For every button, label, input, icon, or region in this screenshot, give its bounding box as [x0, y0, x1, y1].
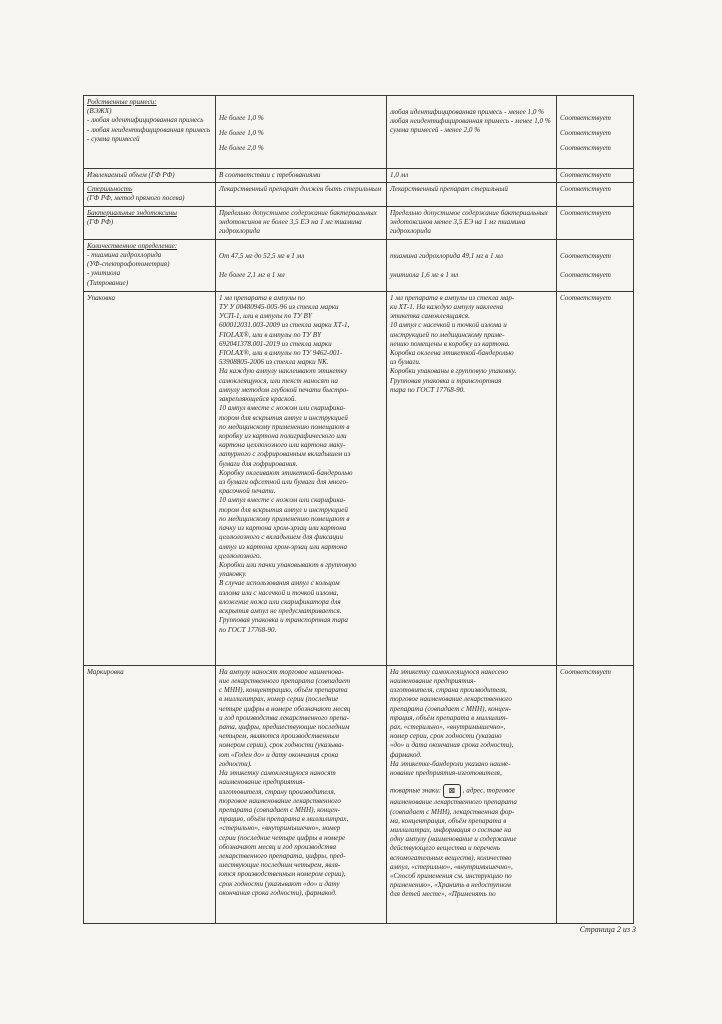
text-line: ампулу методом глубокой печати быстро- — [219, 385, 349, 394]
text-line: трацию, объём препарата в миллилитрах, — [219, 815, 349, 824]
text-line: ампул из картона хром-эрзац или картона — [219, 542, 348, 551]
text-line: препарата (совпадает с МНН), концен- — [219, 805, 340, 814]
text-line: упаковку. — [219, 570, 247, 579]
text-line: латурного с гофрированным вкладышем из — [219, 450, 351, 459]
text-line: Коробки или пачки упаковывают в групповую — [219, 561, 357, 569]
text-line: из бумаги. — [390, 358, 421, 367]
table-row-packaging — [84, 291, 634, 665]
marking-trademark-line — [390, 784, 553, 798]
marking-result-part-a — [390, 668, 553, 779]
text-line: На этикетке-бандероли указано наиме- — [390, 759, 511, 768]
text-line: фармакод. — [390, 750, 422, 759]
text-line: ки ХТ-1. На каждую ампулу наклеена — [390, 302, 504, 311]
text-line: тором для вскрытия ампул и инструкцией — [219, 505, 348, 514]
text-line: ма, концентрация, объём препарата в — [390, 816, 507, 825]
packaging-conclusion: Соответствует — [557, 291, 634, 665]
text-line: инструкцией по медицинскому приме- — [390, 330, 505, 339]
volume-result: 1,0 мл — [387, 169, 557, 183]
text-line: миллилитрах, информация о составе на — [390, 825, 512, 834]
sterility-method: (ГФ РФ, метод прямого посева) — [87, 194, 185, 203]
text-line: 10 ампул вместе с ножом или скарифика- — [219, 404, 346, 413]
sterility-conclusion: Соответствует — [557, 183, 634, 206]
marking-norm — [216, 665, 387, 923]
text-line: 10 ампул вместе с ножом или скарифика- — [219, 496, 346, 505]
text-line: УСП-1, или в ампулы по ТУ BY — [219, 312, 312, 321]
marking-result-part-c — [390, 798, 553, 899]
text-line: действующего вещества и перечень — [390, 844, 500, 853]
text-line: наименование предприятия- — [219, 778, 305, 787]
text-line: целлюлозного. — [219, 551, 262, 560]
cell-impurities-norm — [216, 96, 387, 169]
text-line: четырем, являются производственным — [219, 732, 339, 741]
volume-norm: В соответствии с требованиями — [216, 169, 387, 183]
text-line: В случае использования ампул с кольцом — [219, 579, 340, 588]
text-line: четыре цифры в номере обозначают месяц — [219, 704, 351, 713]
table-row-assay — [84, 239, 634, 291]
text-line: по ГОСТ 17768-90. — [219, 625, 277, 634]
text-line: На этикетку самоклеящуюся наносят — [219, 769, 336, 778]
text-line: срок годности (указывают «до» и дату — [219, 879, 340, 888]
marking-label: Маркировка — [84, 665, 216, 923]
impurity-result: любая идентифицированная примесь - менее 1,0 % — [390, 108, 545, 116]
cell-assay-conclusion — [557, 239, 634, 291]
assay-item-name: - тиамина гидрохлорида — [87, 250, 162, 259]
text-line: наименование предприятия- — [390, 676, 476, 685]
sterility-norm: Лекарственный препарат должен быть стерильным — [216, 183, 387, 206]
text-line: нению помещены в коробку из картона. — [390, 339, 510, 348]
impurity-name: - любая идентифицированная примесь — [87, 116, 204, 125]
text-line: наименование лекарственного препарата — [390, 798, 517, 807]
text-line: рата, цифры, предшествующие последним — [219, 722, 350, 731]
endotoxins-method: (ГФ РФ) — [87, 217, 114, 226]
text-line: вложение ножа или скарификатора для — [219, 597, 341, 606]
text-line: На этикетку самоклеящуюся нанесено — [390, 667, 508, 676]
assay-norm: Не более 2,1 мг в 1 мл — [219, 270, 285, 279]
text-line: ние лекарственного препарата (совпадает — [219, 676, 351, 685]
text-line: нование предприятия-изготовителя, — [390, 769, 502, 778]
cell-impurities-result — [387, 96, 557, 169]
endotoxins-norm: Предельно допустимое содержание бактериальных эндотоксинов не более 3,5 ЕЭ на 1 мг тиамина гидрохлорида — [216, 206, 387, 239]
endotoxins-result: Предельно допустимое содержание бактериальных эндотоксинов менее 3,5 ЕЭ на 1 мг тиамина гидрохлорида — [387, 206, 557, 239]
text-line: 10 ампул с насечкой и точкой излома и — [390, 321, 507, 330]
text-line: этикетка самоклеящаяся. — [390, 312, 470, 321]
impurity-name: - сумма примесей — [87, 134, 140, 143]
cell-endotoxins-label — [84, 206, 216, 239]
text-line: по медицинскому применению помещают в — [219, 422, 350, 431]
packaging-result — [387, 291, 557, 665]
text-line: обозначают месяц и год производства — [219, 842, 337, 851]
text-line: по медицинскому применению помещают в — [219, 514, 350, 523]
text-line: Групповая упаковка и транспортная — [390, 376, 502, 385]
cell-assay-label — [84, 239, 216, 291]
endotoxins-label: Бактериальные эндотоксины — [87, 208, 177, 217]
assay-title: Количественное определение: — [87, 241, 178, 250]
assay-conclusion: Соответствует — [560, 270, 611, 279]
text-line: (совпадает с МНН), лекарственная фор- — [390, 807, 515, 816]
text-line: ются производственным номером серии), — [219, 870, 346, 879]
text-line: На ампулу наносят торговое наименова- — [219, 667, 344, 676]
impurity-conclusion: Соответствует — [560, 144, 611, 153]
impurity-norm: Не более 1,0 % — [219, 114, 264, 122]
impurity-conclusion: Соответствует — [560, 129, 611, 138]
text-line: закрепляющейся краской. — [219, 395, 297, 404]
impurity-conclusion: Соответствует — [560, 114, 611, 122]
text-line: 1 мл препарата в ампулы из стекла мар- — [390, 293, 515, 302]
text-line: применению», «Хранить в недоступном — [390, 881, 511, 890]
page-number: Страница 2 из 3 — [579, 925, 636, 934]
text-line: из бумаги офсетной или бумаги для много- — [219, 478, 349, 487]
text-line: картона целлюлозного или картона маку- — [219, 441, 346, 450]
text-line: рах, «стерильно», «внутримышечно», — [390, 722, 506, 731]
text-line: с МНН), концентрацию, объём препарата — [219, 686, 348, 695]
impurities-method: (ВЭЖХ) — [87, 107, 112, 116]
text-line: одну ампулу (наименование и содержание — [390, 835, 517, 844]
text-line: для детей месте», «Применять по — [390, 890, 496, 899]
table-row-sterility — [84, 183, 634, 206]
impurity-norm: Не более 1,0 % — [219, 129, 264, 138]
text-line: ют «Годен до» и дату окончания срока — [219, 750, 339, 759]
text-line: коробку из картона полиграфического или — [219, 431, 347, 440]
text-line: препарата (совпадает с МНН), концен- — [390, 704, 511, 713]
assay-norm: От 47,5 мг до 52,5 мг в 1 мл — [219, 251, 305, 260]
text-line: Коробку оклеивают этикеткой-бандеролью — [219, 468, 353, 477]
text-line: вспомогательных веществ), количество — [390, 853, 512, 862]
text-line: ТУ У 00480945-005-96 из стекла марки — [219, 302, 339, 311]
text-line: торговое наименование лекарственного — [390, 695, 512, 704]
assay-conclusion: Соответствует — [560, 251, 611, 260]
impurity-norm: Не более 2,0 % — [219, 144, 264, 153]
marking-conclusion: Соответствует — [557, 665, 634, 923]
text-line: 53908805-2006 из стекла марки NK. — [219, 358, 329, 367]
text-line: тара по ГОСТ 17768-90. — [390, 385, 465, 394]
text-line: серии (последние четыре цифры в номере — [219, 833, 346, 842]
specification-table — [83, 95, 634, 924]
packaging-norm — [216, 291, 387, 665]
table-row-impurities — [84, 96, 634, 169]
text-line: бумаги для гофрирования. — [219, 459, 298, 468]
text-line: красочной печати. — [219, 487, 276, 496]
text-line: торговое наименование лекарственного — [219, 796, 341, 805]
text-line: окончания срока годности), фармакод. — [219, 888, 337, 897]
cell-assay-result — [387, 239, 557, 291]
text-line: Коробка оклеена этикеткой-бандеролью — [390, 348, 514, 357]
text-line: вскрытия ампул не предусматривается. — [219, 607, 342, 616]
sterility-result: Лекарственный препарат стерильный — [387, 183, 557, 206]
cell-assay-norm — [216, 239, 387, 291]
impurities-title: Родственные примеси: — [87, 98, 157, 106]
trademark-label: товарные знаки: — [390, 786, 442, 795]
text-line: ампул, «стерильно», «внутримышечно», — [390, 862, 513, 871]
text-line: FIOLAX®, или в ампулы по ТУ BY — [219, 330, 322, 339]
assay-item-method: (УФ-спектрофотометрия) — [87, 260, 170, 269]
text-line: Групповая упаковка и транспортная тара — [219, 616, 348, 625]
assay-result: тиамина гидрохлорида 49,1 мг в 1 мл — [390, 251, 503, 260]
table-row-endotoxins — [84, 206, 634, 239]
assay-item-name: - унитиола — [87, 269, 121, 278]
packaging-label: Упаковка — [84, 291, 216, 665]
text-line: трация, объём препарата в миллилит- — [390, 713, 508, 722]
assay-result: унитиола 1,6 мг в 1 мл — [390, 270, 459, 279]
text-line: излома или с насечкой и точкой излома, — [219, 588, 339, 597]
text-line: годности). — [219, 759, 252, 768]
impurity-result: любая неидентифицированная примесь - менее 1,0 % — [390, 117, 551, 126]
text-line: шествующие последним четырем, явля- — [219, 861, 341, 870]
table-row-marking — [84, 665, 634, 923]
impurity-name: - любая неидентифицированная примесь — [87, 125, 211, 134]
text-line: и год производства лекарственного препа- — [219, 713, 350, 722]
text-line: Коробки упакованы в групповую упаковку. — [390, 367, 517, 376]
endotoxins-conclusion: Соответствует — [557, 206, 634, 239]
volume-label: Извлекаемый объем (ГФ РФ) — [84, 169, 216, 183]
text-line: На каждую ампулу наклеивают этикетку — [219, 367, 348, 376]
text-line: тором для вскрытия ампул и инструкцией — [219, 413, 348, 422]
cell-impurities-label — [84, 96, 216, 169]
text-line: пачку из картона хром-эрзац или картона — [219, 524, 347, 533]
text-line: лекарственного препарата, цифры, пред- — [219, 852, 346, 861]
trademark-tail: , адрес, торговое — [462, 786, 515, 795]
volume-conclusion: Соответствует — [557, 169, 634, 183]
text-line: в миллилитрах, номер серии (последние — [219, 695, 339, 704]
text-line: «до» и дата окончания срока годности), — [390, 741, 514, 750]
text-line: изготовителя, страну производителя, — [219, 787, 336, 796]
text-line: 692041378.001-2019 из стекла марки — [219, 339, 332, 348]
text-line: номер серии, срок годности (указано — [390, 732, 502, 741]
text-line: 1 мл препарата в ампулы по — [219, 293, 305, 302]
sterility-label: Стерильность — [87, 185, 133, 194]
assay-item-method: (Титрование) — [87, 278, 129, 287]
text-line: FIOLAX®, или в ампулы по ТУ 9462-001- — [219, 348, 343, 357]
text-line: изготовителя, страна производителя, — [390, 686, 507, 695]
table-row-volume — [84, 169, 634, 183]
text-line: 600012031.003-2009 из стекла марки ХТ-1, — [219, 321, 350, 330]
cell-marking-result — [387, 665, 557, 923]
text-line: самоклеящуюся, или текст наносят на — [219, 376, 338, 385]
text-line: «стерильно», «внутримышечно», номер — [219, 824, 341, 833]
impurity-result: сумма примесей - менее 2,0 % — [390, 126, 481, 135]
cell-impurities-conclusion — [557, 96, 634, 169]
text-line: целлюлозного с вкладышем для фиксации — [219, 533, 344, 542]
text-line: номером серии), срок годности (указыва- — [219, 741, 344, 750]
cell-sterility-label — [84, 183, 216, 206]
text-line: «Способ применения см. инструкцию по — [390, 872, 512, 881]
trademark-stamp-icon: ⊠ — [443, 784, 461, 798]
